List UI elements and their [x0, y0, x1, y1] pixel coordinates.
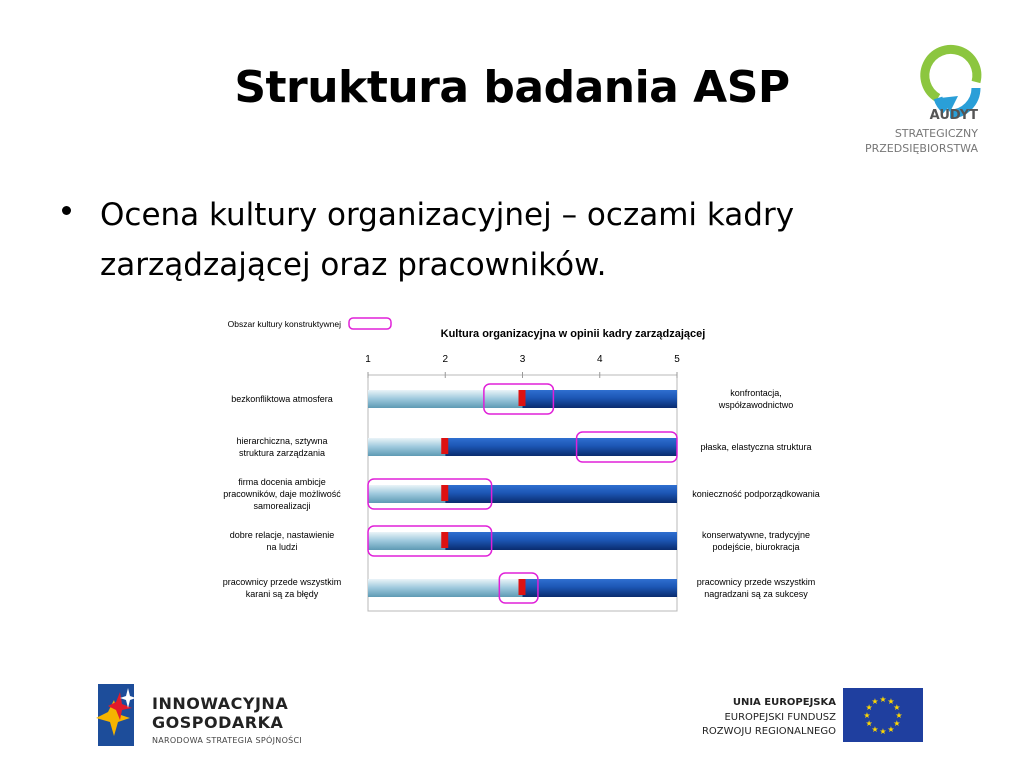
bar-right: [445, 485, 677, 503]
eu-star-icon: ★: [895, 711, 903, 720]
bar-right: [445, 438, 677, 456]
innowacyjna-gospodarka-logo-icon: [90, 682, 150, 752]
bar-right: [445, 532, 677, 550]
chart-title: Kultura organizacyjna w opinii kadry zarządzającej: [440, 328, 706, 340]
eu-star-icon: ★: [893, 703, 901, 712]
row-right-label: konieczność podporządkowania: [692, 489, 820, 499]
row-right-label: pracownicy przede wszystkim nagradzani są za sukcesy: [696, 577, 816, 599]
row-left-label: pracownicy przede wszystkim karani są za błędy: [222, 577, 342, 599]
x-tick-label: 5: [674, 354, 680, 365]
value-marker: [441, 532, 448, 548]
row-right-label: konserwatywne, tradycyjne podejście, biurokracja: [701, 530, 811, 552]
eu-star-icon: ★: [863, 711, 871, 720]
x-tick-label: 3: [519, 354, 526, 365]
x-tick-label: 1: [365, 354, 371, 365]
x-tick-label: 2: [442, 354, 449, 365]
constructive-zone: [368, 526, 492, 556]
bar-left: [368, 438, 445, 456]
bar-left: [368, 579, 523, 597]
constructive-zone: [484, 384, 554, 414]
eu-line1: UNIA EUROPEJSKA: [732, 697, 836, 708]
legend-label: Obszar kultury konstruktywnej: [227, 319, 341, 329]
bar-left: [368, 532, 445, 550]
eu-line3: ROZWOJU REGIONALNEGO: [701, 726, 836, 737]
row-left-label: firma docenia ambicje pracowników, daje możliwość samorealizacji: [223, 477, 341, 511]
constructive-zone: [368, 479, 492, 509]
row-left-label: hierarchiczna, sztywna struktura zarządzania: [236, 436, 328, 458]
innowacyjna-line1: INNOWACYJNA: [152, 694, 289, 713]
eu-star-icon: ★: [879, 695, 887, 704]
row-right-label: konfrontacja, współzawodnictwo: [718, 388, 794, 410]
eu-line2: EUROPEJSKI FUNDUSZ: [724, 712, 836, 723]
eu-star-icon: ★: [865, 719, 873, 728]
plot-frame: [368, 375, 677, 611]
eu-star-icon: ★: [887, 724, 895, 734]
eu-star-icon: ★: [887, 697, 895, 707]
value-marker: [519, 390, 526, 406]
bar-left: [368, 390, 523, 408]
value-marker: [441, 438, 448, 454]
innowacyjna-line2: GOSPODARKA: [152, 713, 284, 732]
audyt-brand: AUDYT: [929, 108, 978, 123]
audyt-sub2: PRZEDSIĘBIORSTWA: [864, 142, 978, 155]
bar-right: [523, 579, 678, 597]
eu-star-icon: ★: [893, 719, 901, 728]
bullet-text: Ocena kultury organizacyjnej – oczami kadry zarządzającej oraz pracowników.: [100, 197, 795, 283]
eu-star-icon: ★: [865, 703, 873, 712]
audyt-sub1: STRATEGICZNY: [894, 127, 978, 140]
constructive-zone: [577, 432, 677, 462]
eu-star-icon: ★: [879, 727, 887, 736]
value-marker: [441, 485, 448, 501]
row-right-label: płaska, elastyczna struktura: [700, 442, 812, 452]
eu-star-icon: ★: [871, 697, 879, 707]
page-title: Struktura badania ASP: [234, 62, 790, 113]
row-left-label: bezkonfliktowa atmosfera: [231, 394, 333, 404]
legend-swatch: [349, 318, 391, 329]
eu-flag-icon: [843, 688, 923, 742]
constructive-zone: [499, 573, 538, 603]
bar-right: [523, 390, 678, 408]
eu-star-icon: ★: [871, 724, 879, 734]
bullet-dot: [62, 206, 71, 215]
bar-left: [368, 485, 445, 503]
value-marker: [519, 579, 526, 595]
innowacyjna-line3: NARODOWA STRATEGIA SPÓJNOŚCI: [152, 736, 303, 745]
row-left-label: dobre relacje, nastawienie na ludzi: [229, 530, 335, 552]
x-tick-label: 4: [596, 354, 603, 365]
